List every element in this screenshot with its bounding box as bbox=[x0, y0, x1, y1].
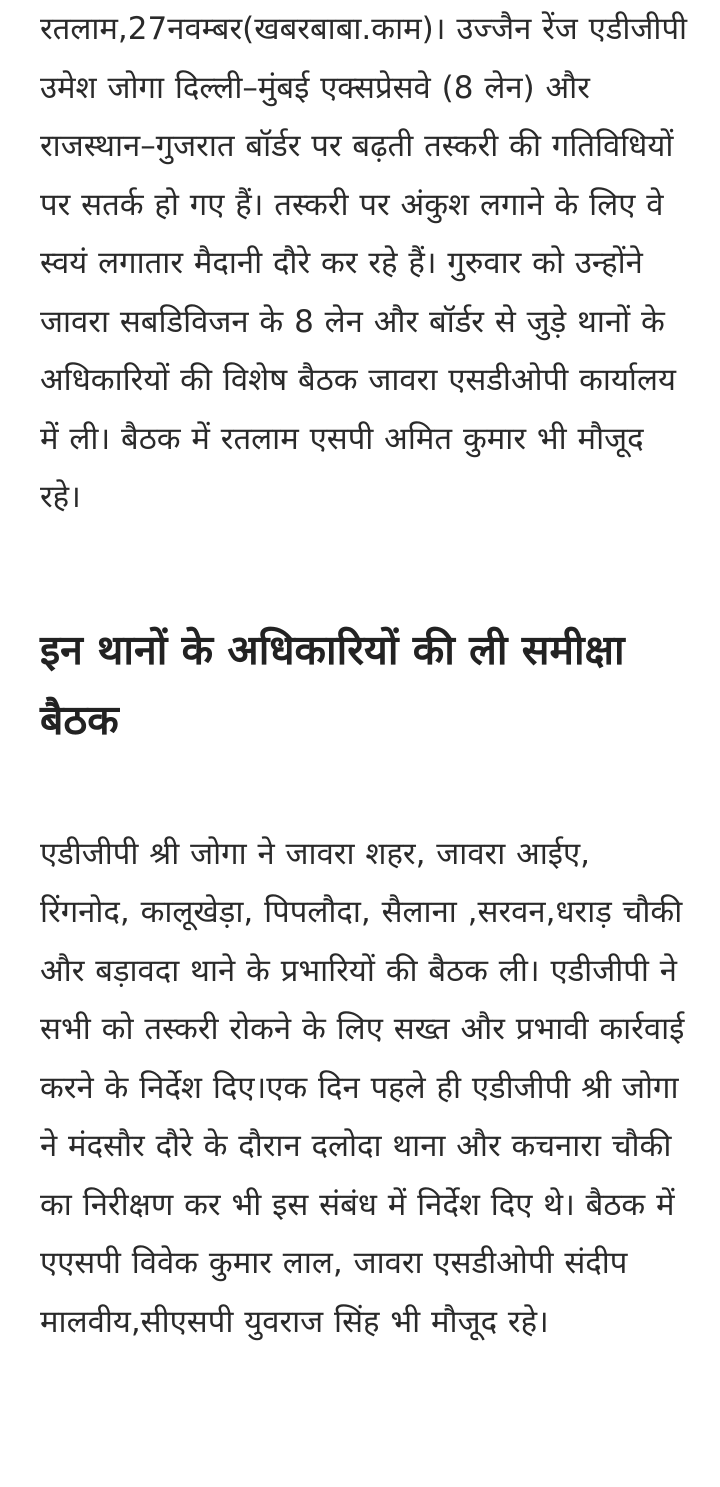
news-article bbox=[40, 0, 690, 1351]
body-paragraph: एडीजीपी श्री जोगा ने जावरा शहर, जावरा आईए, रिंगनोद, कालूखेड़ा, पिपलौदा, सैलाना ,सरवन,धराड़ चौकी और बड़ावदा थाने के प्रभारियों की बैठक ली। एडीजीपी ने सभी को तस्करी रोकने के लिए सख्त और प्रभावी कार्रवाई करने के निर्देश दिए।एक दिन पहले ही एडीजीपी श्री जोगा ने मंदसौर दौरे के दौरान दलोदा थाना और कचनारा चौकी का निरीक्षण कर भी इस संबंध में निर्देश दिए थे। बैठक में एएसपी विवेक कुमार लाल, जावरा एसडीओपी संदीप मालवीय,सीएसपी युवराज सिंह भी मौजूद रहे। bbox=[40, 835, 685, 1340]
intro-paragraph: रतलाम,27नवम्बर(खबरबाबा.काम)। उज्जैन रेंज एडीजीपी उमेश जोगा दिल्ली–मुंबई एक्सप्रेसवे (8 लेन) और राजस्थान–गुजरात बॉर्डर पर बढ़ती तस्करी की गतिविधियों पर सतर्क हो गए हैं। तस्करी पर अंकुश लगाने के लिए वे स्वयं लगातार मैदानी दौरे कर रहे हैं। गुरुवार को उन्होंने जावरा सबडिविजन के 8 लेन और बॉर्डर से जुड़े थानों के अधिकारियों की विशेष बैठक जावरा एसडीओपी कार्यालय में ली। बैठक में रतलाम एसपी अमित कुमार भी मौजूद रहे। bbox=[40, 11, 688, 515]
section-heading: इन थानों के अधिकारियों की ली समीक्षा बैठक bbox=[40, 625, 625, 744]
